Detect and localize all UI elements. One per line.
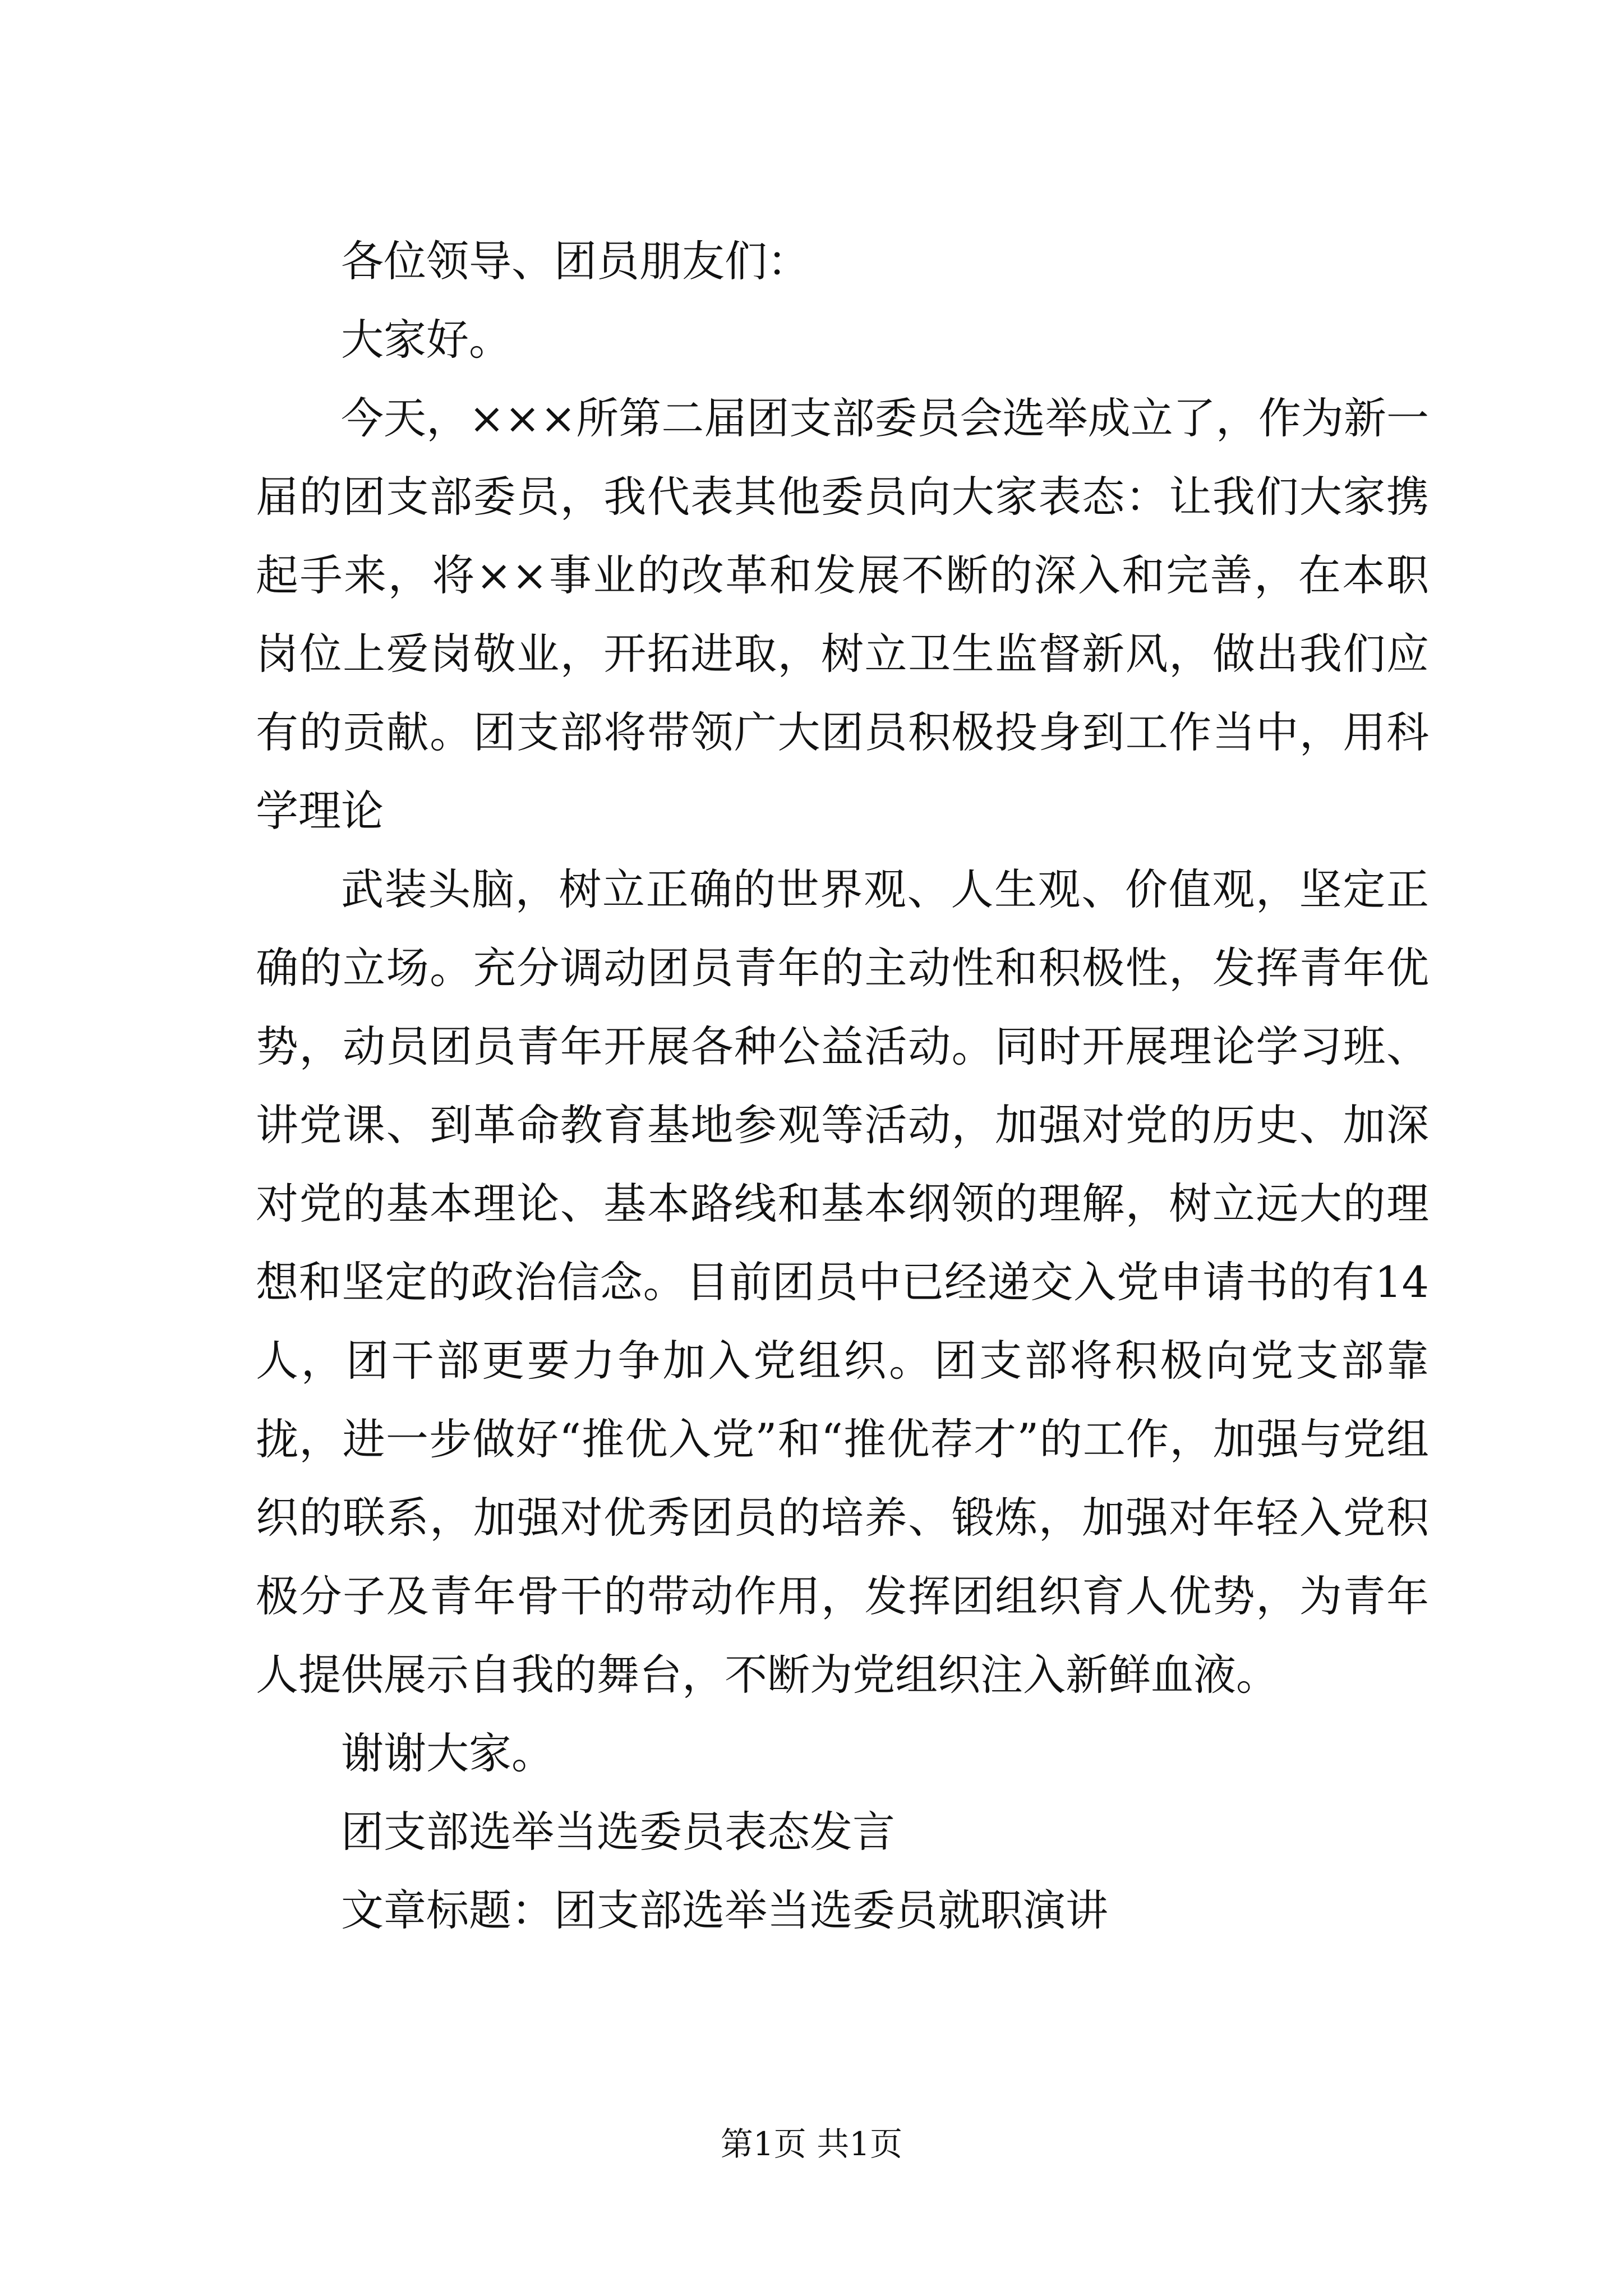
hello-paragraph: 大家好。 (341, 315, 511, 365)
speech-title-line: 团支部选举当选委员表态发言 (341, 1807, 895, 1857)
document-body (256, 222, 1429, 1950)
page-footer (0, 2122, 1623, 2166)
page-number: 第1页 共1页 (720, 2125, 903, 2163)
body-paragraph-1: 今天，×××所第二届团支部委员会选举成立了，作为新一届的团支部委员，我代表其他委员向大家表态：让我们大家携起手来，将××事业的改革和发展不断的深入和完善，在本职岗位上爱岗敬业，开拓进取，树立卫生监督新风，做出我们应有的贡献。团支部将带领广大团员积极投身到工作当中，用科学理论 (256, 393, 1429, 836)
thanks-paragraph: 谢谢大家。 (341, 1728, 554, 1778)
article-title-line: 文章标题：团支部选举当选委员就职演讲 (341, 1885, 1108, 1935)
greeting-paragraph: 各位领导、团员朋友们： (341, 236, 810, 286)
body-paragraph-2: 武装头脑，树立正确的世界观、人生观、价值观，坚定正确的立场。充分调动团员青年的主动性和积极性，发挥青年优势，动员团员青年开展各种公益活动。同时开展理论学习班、讲党课、到革命教育基地参观等活动，加强对党的历史、加深对党的基本理论、基本路线和基本纲领的理解，树立远大的理想和坚定的政治信念。目前团员中已经递交入党申请书的有14人，团干部更要力争加入党组织。团支部将积极向党支部靠拢，进一步做好“推优入党”和“推优荐才”的工作，加强与党组织的联系，加强对优秀团员的培养、锻炼，加强对年轻入党积极分子及青年骨干的带动作用，发挥团组织育人优势，为青年人提供展示自我的舞台，不断为党组织注入新鲜血液。 (256, 864, 1429, 1700)
